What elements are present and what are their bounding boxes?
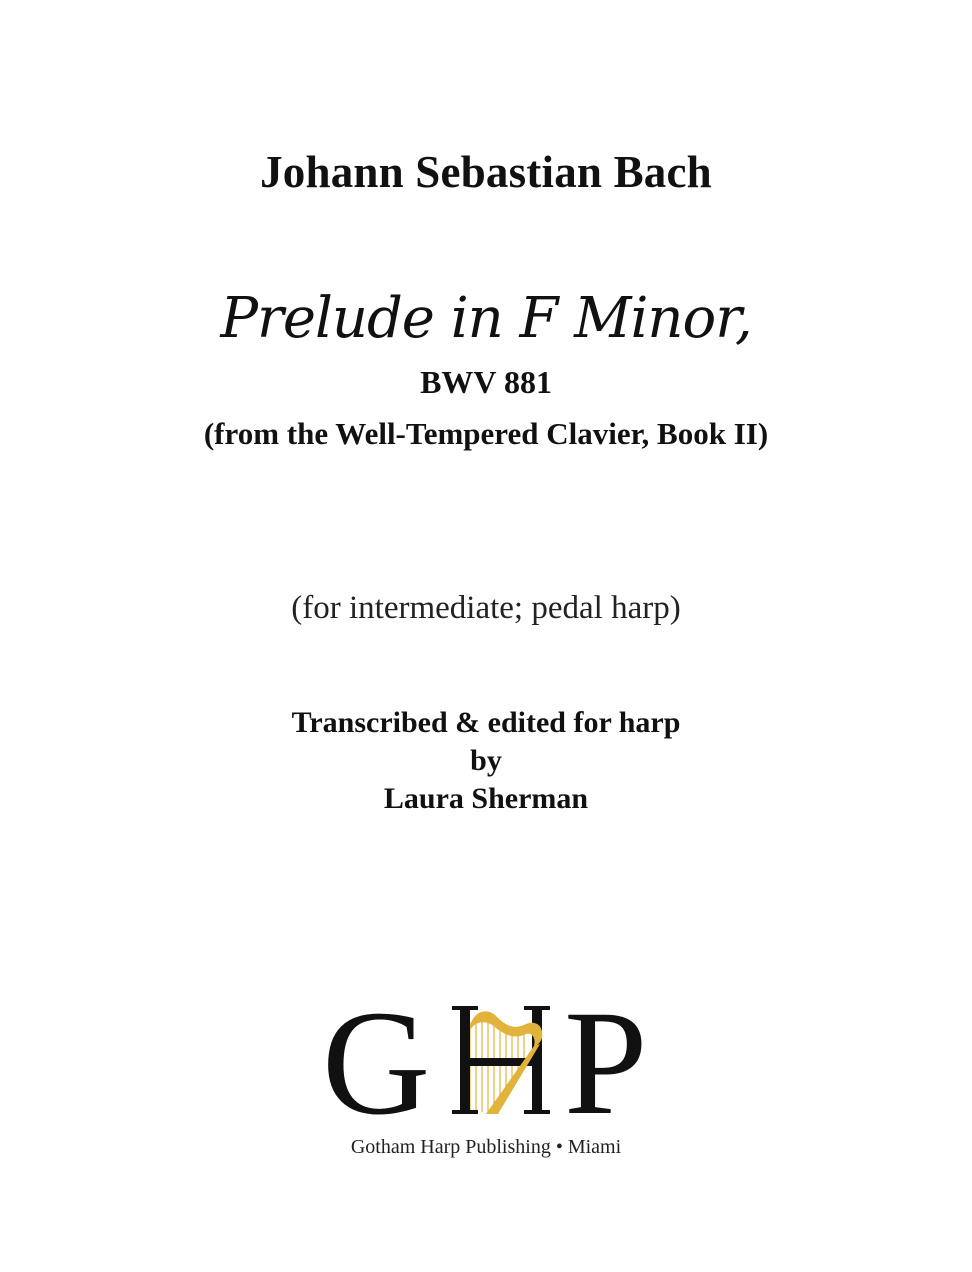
- publisher-logo: [322, 980, 658, 1146]
- composer-name: Johann Sebastian Bach: [260, 147, 712, 197]
- logo-letter-p: P: [564, 980, 648, 1146]
- credit-line-transcribed: Transcribed & edited for harp: [291, 706, 681, 739]
- work-title: Prelude in F Minor,: [220, 286, 752, 351]
- instrumentation-level: (for intermediate; pedal harp): [291, 590, 681, 626]
- collection-name: (from the Well-Tempered Clavier, Book II): [203, 416, 769, 451]
- logo-letter-g: G: [322, 980, 431, 1146]
- publisher-name: Gotham Harp Publishing • Miami: [350, 1136, 622, 1158]
- catalog-number: BWV 881: [420, 364, 552, 400]
- credit-line-by: by: [470, 744, 502, 777]
- harp-icon: [440, 1000, 560, 1124]
- credit-line-arranger: Laura Sherman: [383, 782, 589, 815]
